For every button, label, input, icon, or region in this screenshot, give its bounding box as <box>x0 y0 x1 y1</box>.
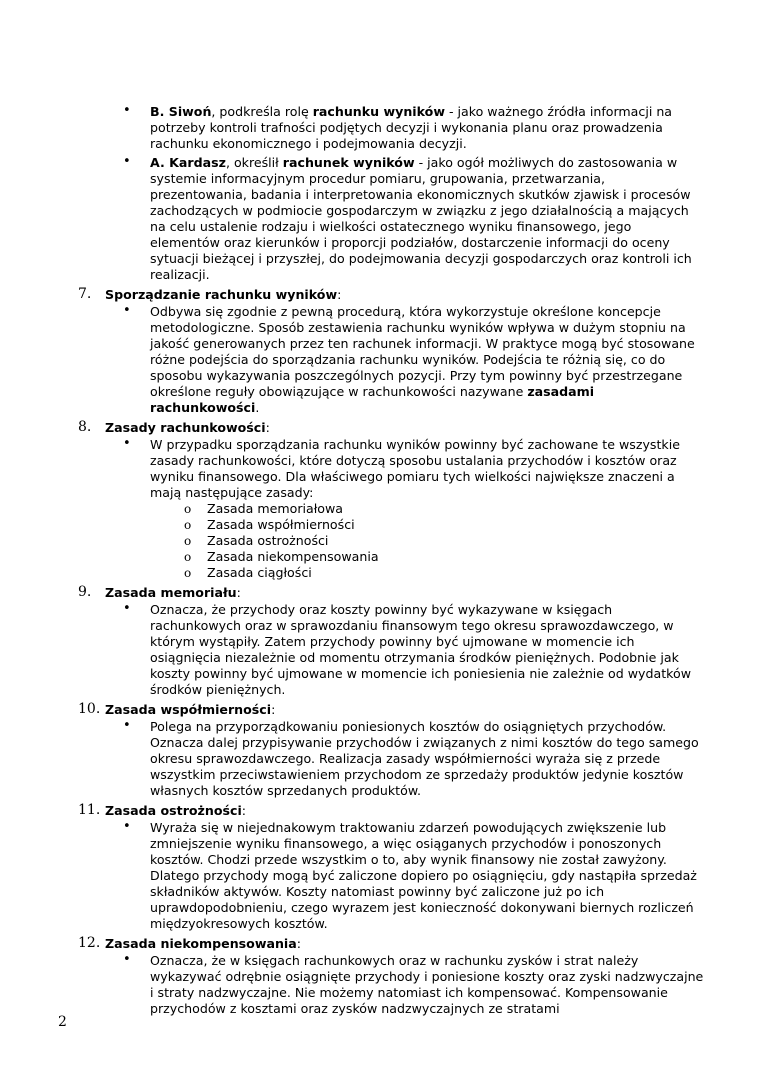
page-number: 2 <box>58 1014 67 1030</box>
intro-bullet-list <box>78 104 704 283</box>
list-item: • Oznacza, że w księgach rachunkowych oraz w rachunku zysków i strat należy wykazywać odrębnie osiągnięte przychody i poniesione koszty oraz zyski nadzwyczajne i straty nadzwyczajne. Nie możemy natomiast ich kompensować. Kompensowanie przychodów z kosztami oraz zysków nadzwyczajnych ze stratami <box>123 952 704 1016</box>
principles-sublist <box>78 501 704 581</box>
bullet-marker: • <box>123 303 131 318</box>
section-10-body <box>78 719 704 799</box>
section-heading-8: 8. Zasady rachunkowości: <box>78 419 270 435</box>
bullet-marker: • <box>123 601 131 616</box>
sublist-item: o Zasada memoriałowa <box>184 501 344 516</box>
bullet-marker: • <box>123 103 131 118</box>
list-item: • B. Siwoń, podkreśla rolę rachunku wyników - jako ważnego źródła informacji na potrzeby kontroli trafności podjętych decyzji i wykonania planu oraz prowadzenia rachunku ekonomicznego i podejmowania decyzji. <box>123 103 673 151</box>
sublist-item: o Zasada ciągłości <box>184 565 312 580</box>
section-9-body <box>78 602 704 698</box>
page-content <box>78 104 704 1020</box>
section-8-body <box>78 437 704 501</box>
section-heading-12: 12. Zasada niekompensowania: <box>78 935 301 951</box>
bullet-marker: • <box>123 718 131 733</box>
list-item: • Polega na przyporządkowaniu poniesionych kosztów do osiągniętych przychodów. Oznacza dalej przypisywanie przychodów i związanych z nimi kosztów do tego samego okresu sprawozdawczego. Realizacja zasady współmierności wyraża się z przede wszystkim przeciwstawieniem przychodom ze sprzedaży produktów jedynie kosztów własnych kosztów sprzedanych produktów. <box>123 718 699 798</box>
list-item: • Wyraża się w niejednakowym traktowaniu zdarzeń powodujących zwiększenie lub zmniejszenie wyniku finansowego, a więc osiąganych przychodów i ponoszonych kosztów. Chodzi przede wszystkim o to, aby wynik finansowy nie został zawyżony. Dlatego przychody mogą być zaliczone dopiero po osiągnięciu, gdy nastąpiła sprzedaż składników aktywów. Koszty natomiast powinny być zaliczone już po ich uprawdopodobnieniu, czego wyrazem jest konieczność dokonywani biernych rozliczeń międzyokresowych kosztów. <box>123 819 697 931</box>
section-11-body <box>78 820 704 932</box>
list-item: • W przypadku sporządzania rachunku wyników powinny być zachowane te wszystkie zasady rachunkowości, które dotyczą sposobu ustalania przychodów i kosztów oraz wyniku finansowego. Dla właściwego pomiaru tych wielkości największe znaczeni a mają następujące zasady: <box>123 436 680 500</box>
bullet-marker: • <box>123 952 131 967</box>
bullet-marker: • <box>123 819 131 834</box>
section-12-body <box>78 953 704 1017</box>
sublist-item: o Zasada niekompensowania <box>184 549 379 564</box>
bullet-marker: • <box>123 436 131 451</box>
section-heading-9: 9. Zasada memoriału: <box>78 584 241 600</box>
sublist-item: o Zasada współmierności <box>184 517 355 532</box>
list-item: • Oznacza, że przychody oraz koszty powinny być wykazywane w księgach rachunkowych oraz w sprawozdaniu finansowym tego okresu sprawozdawczego, w którym wystąpiły. Zatem przychody powinny być ujmowane w momencie ich osiągnięcia niezależnie od momentu otrzymania środków pieniężnych. Podobnie jak koszty powinny być ujmowane w momencie ich poniesienia nie zależnie od wydatków środków pieniężnych. <box>123 601 692 697</box>
section-7-body <box>78 304 704 416</box>
section-heading-11: 11. Zasada ostrożności: <box>78 802 247 818</box>
bullet-marker: • <box>123 154 131 169</box>
sublist-item: o Zasada ostrożności <box>184 533 329 548</box>
section-heading-7: 7. Sporządzanie rachunku wyników: <box>78 286 342 302</box>
section-heading-10: 10. Zasada współmierności: <box>78 701 276 717</box>
list-item: • Odbywa się zgodnie z pewną procedurą, która wykorzystuje określone koncepcje metodologiczne. Sposób zestawienia rachunku wyników wpływa w dużym stopniu na jakość generowanych przez ten rachunek informacji. W praktyce mogą być stosowane różne podejścia do sporządzania rachunku wyników. Podejścia te różnią się, co do sposobu wykazywania poszczególnych pozycji. Przy tym powinny być przestrzegane określone reguły obowiązujące w rachunkowości nazywane zasadami rachunkowości. <box>123 303 695 415</box>
list-item: • A. Kardasz, określił rachunek wyników - jako ogół możliwych do zastosowania w systemie informacyjnym procedur pomiaru, grupowania, przetwarzania, prezentowania, badania i interpretowania ekonomicznych skutków zjawisk i procesów zachodzących w podmiocie gospodarczym w związku z jego działalnością a mających na celu ustalenie rodzaju i wielkości ostatecznego wyniku finansowego, jego elementów oraz kierunków i proporcji podziałów, dostarczenie informacji do oceny sytuacji bieżącej i przyszłej, do podejmowania decyzji gospodarczych oraz kontroli ich realizacji. <box>123 154 692 282</box>
